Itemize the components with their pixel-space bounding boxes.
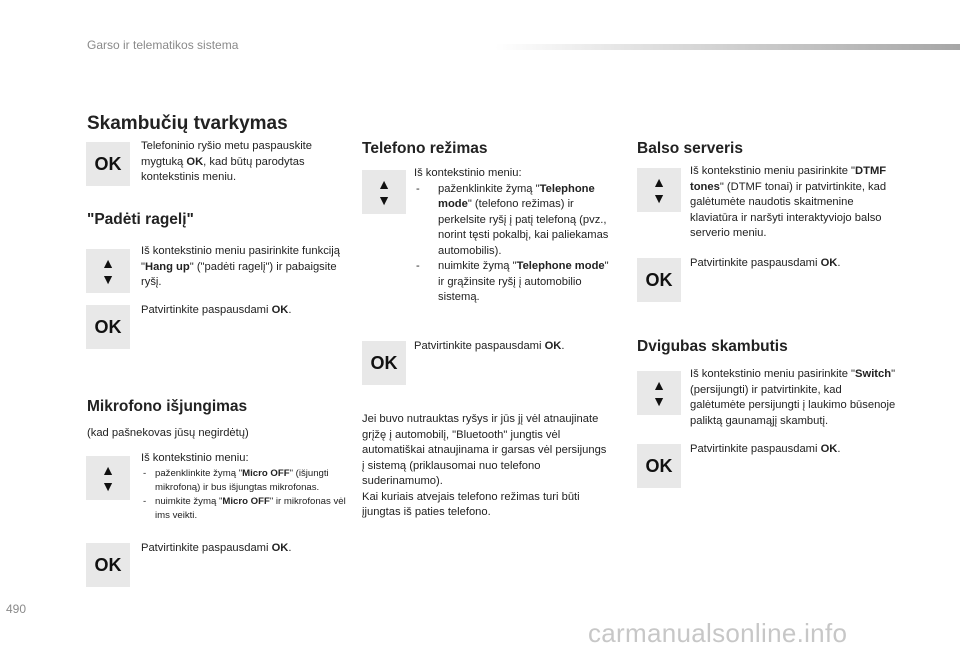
telephone-mode-lead: Iš kontekstinio meniu: <box>414 167 522 179</box>
double-call-text: Iš kontekstinio meniu pasirinkite "Switch" (persijungti) ir patvirtinkite, kad galėtumėte persijungti į laukimo būsenoje paliktą gaunamąjį skambutį. <box>690 368 896 427</box>
up-arrow-icon: ▲ <box>101 255 115 271</box>
double-call-confirm: Patvirtinkite paspausdami OK. <box>690 443 841 455</box>
intro-text: Telefoninio ryšio metu paspauskite mygtuką OK, kad būtų parodytas kontekstinis meniu. <box>141 140 313 183</box>
double-call-title: Dvigubas skambutis <box>637 338 788 355</box>
mic-note: (kad pašnekovas jūsų negirdėtų) <box>87 427 249 439</box>
ok-key-icon: OK <box>637 258 681 302</box>
list-item: - paženklinkite žymą "Telephone mode" (telefono režimas) ir perkelsite ryšį į patį telefoną (pvz., norint tęsti pokalbį, kai paliekamas automobilis). <box>414 182 614 260</box>
voice-server-confirm: Patvirtinkite paspausdami OK. <box>690 257 841 269</box>
arrow-keys-icon <box>637 371 681 415</box>
list-item: - nuimkite žymą "Micro OFF" ir mikrofonas vėl ims veikti. <box>141 495 346 523</box>
list-item: - paženklinkite žymą "Micro OFF" (išjungti mikrofoną) ir bus išjungtas mikrofonas. <box>141 467 346 495</box>
arrow-keys-icon <box>362 170 406 214</box>
hangup-text: Iš kontekstinio meniu pasirinkite funkciją "Hang up" ("padėti ragelį") ir pabaigsite ryšį. <box>141 245 340 288</box>
hangup-title: "Padėti ragelį" <box>87 211 194 228</box>
mic-confirm: Patvirtinkite paspausdami OK. <box>141 542 292 554</box>
down-arrow-icon: ▼ <box>652 393 666 409</box>
up-arrow-icon: ▲ <box>652 174 666 190</box>
ok-key-icon: OK <box>362 341 406 385</box>
down-arrow-icon: ▼ <box>101 478 115 494</box>
phone-mode-note: Kai kuriais atvejais telefono režimas turi būti įjungtas iš paties telefono. <box>362 490 580 518</box>
telephone-mode-instructions <box>414 166 614 306</box>
hangup-confirm: Patvirtinkite paspausdami OK. <box>141 304 292 316</box>
ok-key-icon: OK <box>86 543 130 587</box>
telephone-mode-title: Telefono režimas <box>362 140 488 157</box>
up-arrow-icon: ▲ <box>377 176 391 192</box>
up-arrow-icon: ▲ <box>652 377 666 393</box>
mic-lead: Iš kontekstinio meniu: <box>141 452 249 464</box>
down-arrow-icon: ▼ <box>652 190 666 206</box>
ok-key-icon: OK <box>86 142 130 186</box>
arrow-keys-icon <box>637 168 681 212</box>
watermark: carmanualsonline.info <box>588 618 848 648</box>
page-title: Skambučių tvarkymas <box>87 113 288 134</box>
telephone-mode-note <box>362 412 607 521</box>
telephone-mode-confirm: Patvirtinkite paspausdami OK. <box>414 340 565 352</box>
voice-server-title: Balso serveris <box>637 140 743 157</box>
header-title: Garso ir telematikos sistema <box>87 38 239 52</box>
voice-server-text: Iš kontekstinio meniu pasirinkite "DTMF tones" (DTMF tonai) ir patvirtinkite, kad galėtumėte naudotis skaitmenine klaviatūra ir naršyti interaktyviojo balso serverio meniu. <box>690 165 887 239</box>
down-arrow-icon: ▼ <box>377 192 391 208</box>
reconnect-note: Jei buvo nutrauktas ryšys ir jūs jį vėl atnaujinate grįžę į automobilį, "Bluetooth" jungtis vėl automatiškai atnaujinama ir garsas vėl persijungs į sistemą (priklausomai nuo telefono suderinamumo). <box>362 413 607 487</box>
ok-key-icon: OK <box>86 305 130 349</box>
up-arrow-icon: ▲ <box>101 462 115 478</box>
mic-title: Mikrofono išjungimas <box>87 398 248 415</box>
down-arrow-icon: ▼ <box>101 271 115 287</box>
header-bar <box>495 44 960 50</box>
page-number: 490 <box>6 602 27 616</box>
mic-instructions <box>141 451 346 523</box>
list-item: - nuimkite žymą "Telephone mode" ir grąžinsite ryšį į automobilio sistemą. <box>414 259 614 306</box>
arrow-keys-icon <box>86 249 130 293</box>
ok-key-icon: OK <box>637 444 681 488</box>
arrow-keys-icon <box>86 456 130 500</box>
